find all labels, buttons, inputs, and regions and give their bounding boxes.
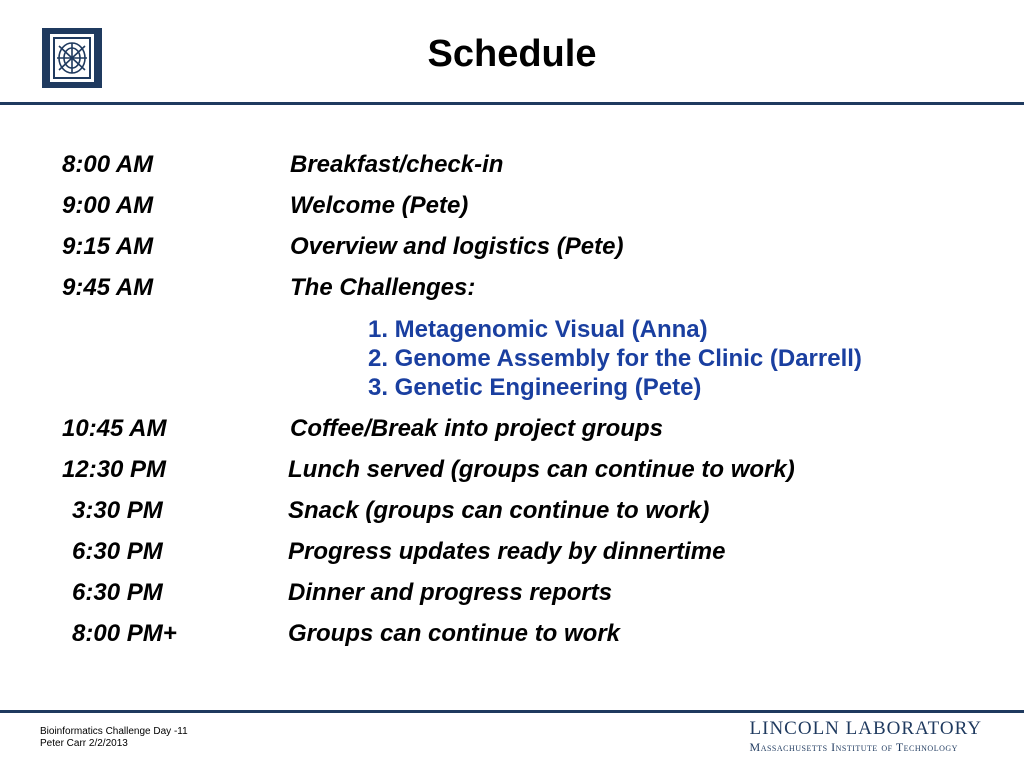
schedule-time: 10:45 AM bbox=[62, 415, 167, 442]
footer-info bbox=[40, 726, 188, 750]
schedule-event: Breakfast/check-in bbox=[290, 151, 504, 178]
schedule-event: Overview and logistics (Pete) bbox=[290, 233, 624, 260]
challenge-item: 2. Genome Assembly for the Clinic (Darrell) bbox=[368, 345, 862, 372]
schedule-event: Progress updates ready by dinnertime bbox=[288, 538, 726, 565]
schedule-event: Groups can continue to work bbox=[288, 620, 621, 647]
schedule-event: Coffee/Break into project groups bbox=[290, 415, 663, 442]
schedule-time: 3:30 PM bbox=[72, 497, 163, 524]
institute-name: Massachusetts Institute of Technology bbox=[749, 740, 958, 754]
schedule-time: 8:00 PM+ bbox=[72, 620, 177, 647]
schedule-event: The Challenges: bbox=[290, 274, 476, 301]
schedule-event: Welcome (Pete) bbox=[290, 192, 469, 219]
challenge-item: 1. Metagenomic Visual (Anna) bbox=[368, 316, 708, 343]
lab-name: LINCOLN LABORATORY bbox=[749, 718, 982, 739]
lab-wordmark bbox=[750, 718, 982, 754]
slide-title: Schedule bbox=[427, 33, 597, 75]
schedule-time: 6:30 PM bbox=[72, 579, 163, 606]
schedule-time: 12:30 PM bbox=[62, 456, 167, 483]
schedule-event: Dinner and progress reports bbox=[288, 579, 613, 606]
schedule-event: Lunch served (groups can continue to work) bbox=[288, 456, 795, 483]
challenge-item: 3. Genetic Engineering (Pete) bbox=[368, 374, 702, 401]
schedule-time: 9:45 AM bbox=[62, 274, 154, 301]
schedule-time: 9:15 AM bbox=[62, 233, 154, 260]
header-divider bbox=[0, 102, 1024, 105]
schedule-event: Snack (groups can continue to work) bbox=[288, 497, 710, 524]
schedule-time: 8:00 AM bbox=[62, 151, 154, 178]
footer-divider bbox=[0, 710, 1024, 713]
schedule-time: 6:30 PM bbox=[72, 538, 163, 565]
footer-event-title: Bioinformatics Challenge Day -11 bbox=[40, 726, 188, 737]
schedule-time: 9:00 AM bbox=[62, 192, 154, 219]
footer-author-date: Peter Carr 2/2/2013 bbox=[40, 738, 128, 749]
